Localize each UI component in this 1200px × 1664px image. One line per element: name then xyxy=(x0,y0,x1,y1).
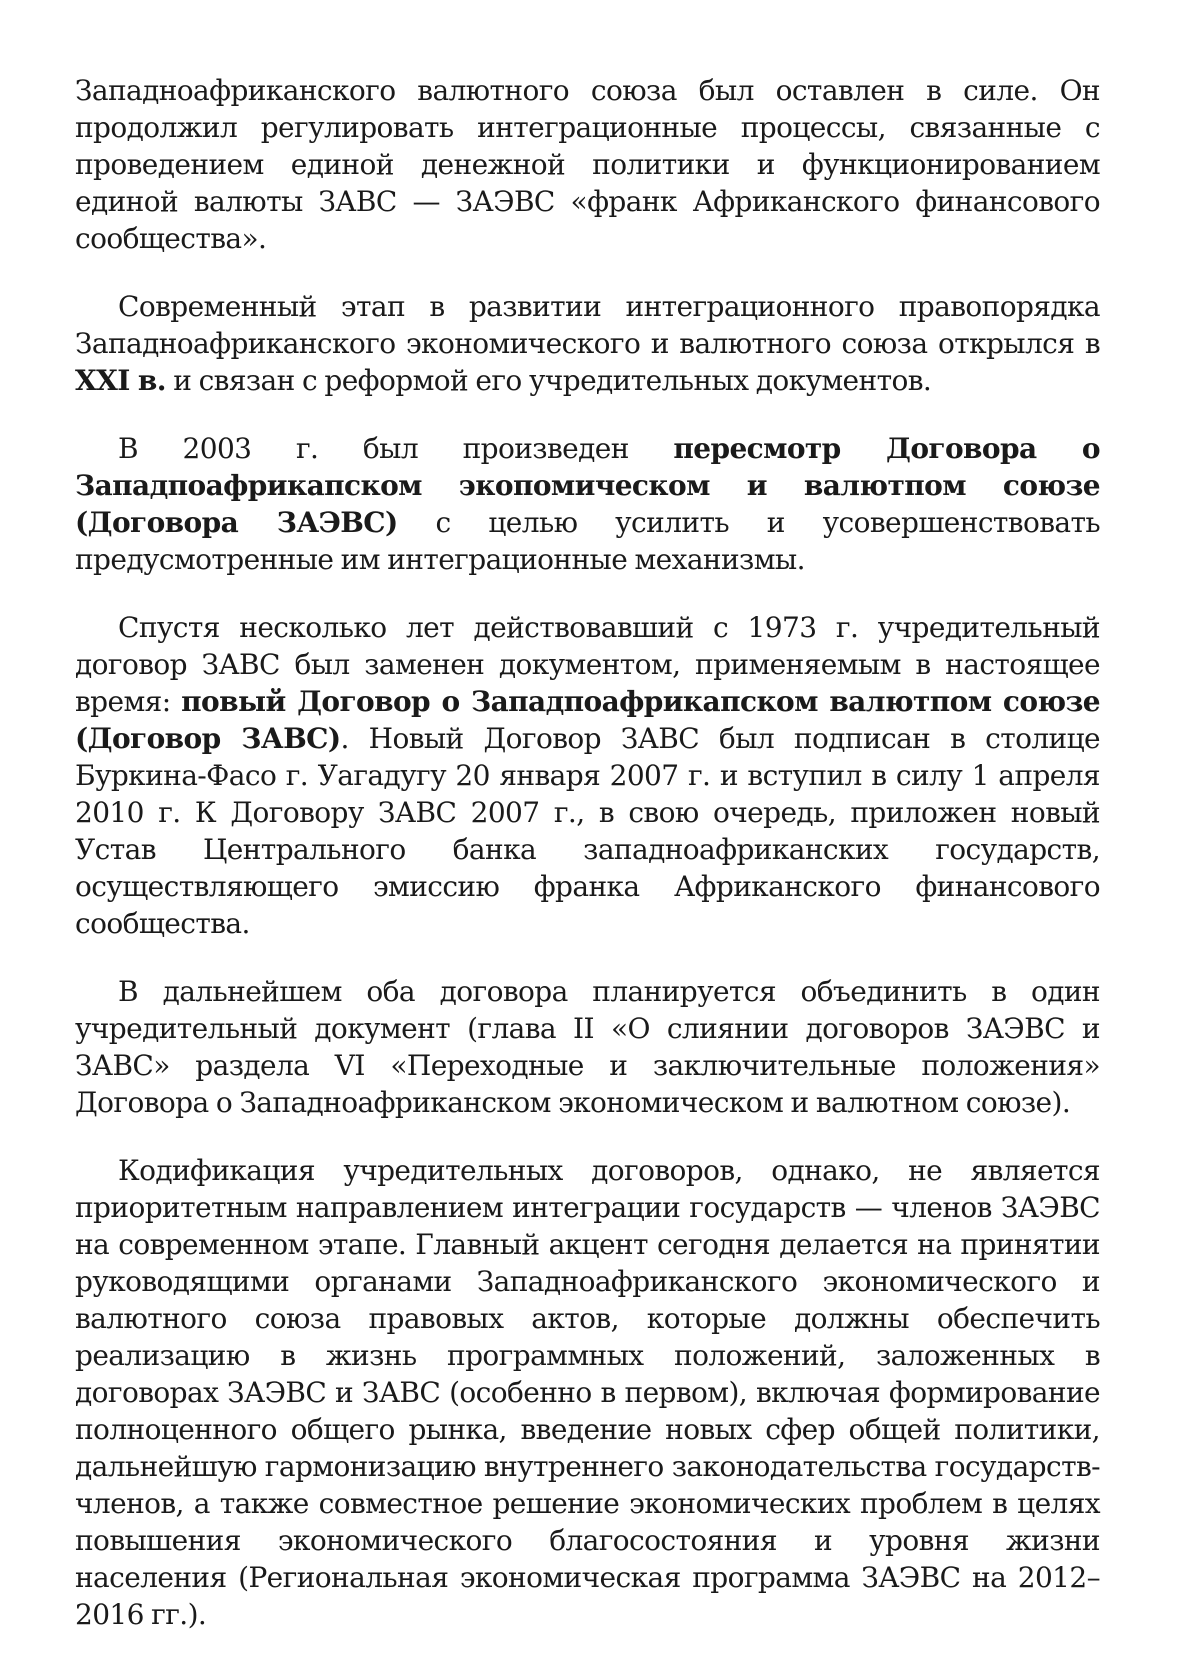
paragraph-2 xyxy=(75,288,1100,399)
text-segment: . Новый Договор ЗАВС был подписан в столице Буркина-Фасо г. Уагадугу 20 января 2007 г. и вступил в силу 1 апреля 2010 г. К Договору ЗАВС 2007 г., в свою очередь, приложен новый Устав Центрального банка западноафриканских государств, осуществляющего эмиссию франка Африканского финансового сообщества. xyxy=(75,722,1100,940)
text-segment: В 2003 г. был произведен xyxy=(118,432,674,465)
text-segment: Западноафриканского валютного союза был оставлен в силе. Он продолжил регулировать интеграционные процессы, связанные с проведением единой денежной политики и функционированием единой валюты ЗАВС — ЗАЭВС «франк Африканского финансового сообщества». xyxy=(75,74,1100,255)
text-segment: Спустя несколько лет действовавший с 1973 г. учредительный договор ЗАВС был заменен документом, применяемым в настоящее время: xyxy=(75,611,1100,718)
document-body xyxy=(75,72,1100,1664)
paragraph-1 xyxy=(75,72,1100,257)
paragraph-4 xyxy=(75,609,1100,942)
bold-segment: пересмотр Договора о Западпоафрикапском экопомическом и валютпом союзе (Договора ЗАЭВС) xyxy=(75,432,1100,539)
text-segment: с целью усилить и усовершенствовать предусмотренные им интеграционные механизмы. xyxy=(75,506,1100,576)
paragraph-5 xyxy=(75,973,1100,1121)
paragraph-3 xyxy=(75,430,1100,578)
bold-segment: повый Договор о Западпоафрикапском валютпом союзе (Договор ЗАВС) xyxy=(75,685,1100,755)
text-segment: В дальнейшем оба договора планируется объединить в один учредительный документ (глава II «О слиянии договоров ЗАЭВС и ЗАВС» раздела VI «Переходные и заключительные положения» Договора о Западноафриканском экономическом и валютном союзе). xyxy=(75,975,1100,1119)
text-segment: Кодификация учредительных договоров, однако, не является приоритетным направлением интеграции государств — членов ЗАЭВС на современном этапе. Главный акцент сегодня делается на принятии руководящими органами Западноафриканского экономического и валютного союза правовых актов, которые должны обеспечить реализацию в жизнь программных положений, заложенных в договорах ЗАЭВС и ЗАВС (особенно в первом), включая формирование полноценного общего рынка, введение новых сфер общей политики, дальнейшую гармонизацию внутреннего законодательства государств-членов, а также совместное решение экономических проблем в целях повышения экономического благосостояния и уровня жизни населения (Региональная экономическая программа ЗАЭВС на 2012–2016 гг.). xyxy=(75,1154,1100,1631)
bold-segment: XXI в. xyxy=(75,364,166,397)
text-segment: и связан с реформой его учредительных документов. xyxy=(165,364,932,397)
text-segment: Современный этап в развитии интеграционного правопорядка Западноафриканского экономического и валютного союза открылся в xyxy=(75,290,1100,360)
paragraph-6 xyxy=(75,1152,1100,1633)
